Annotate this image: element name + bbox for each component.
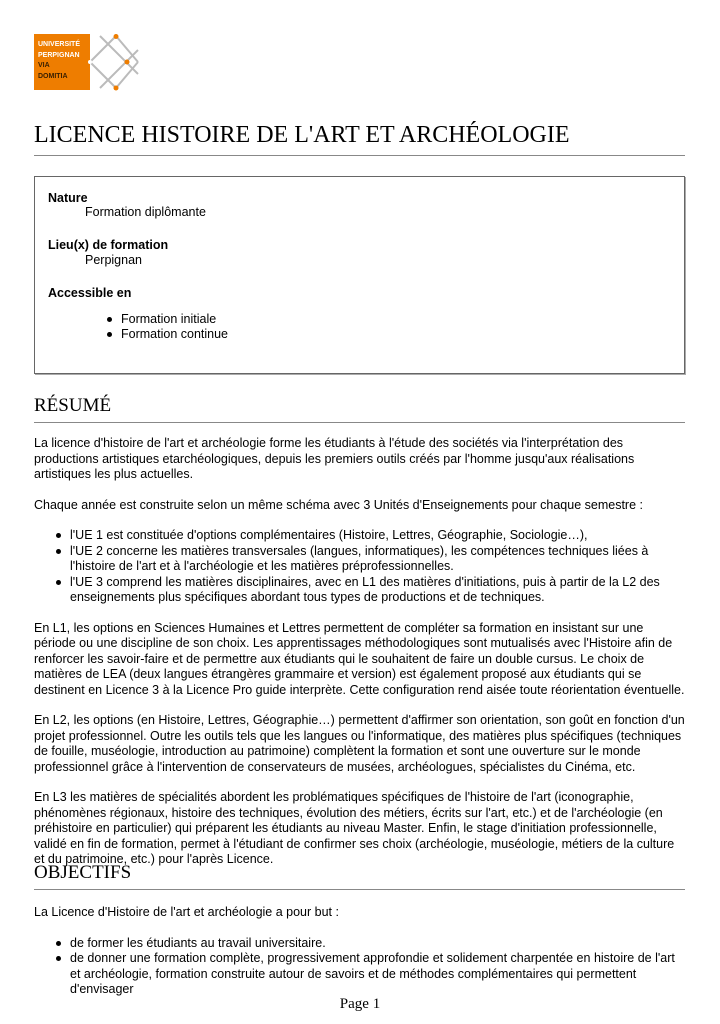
logo-line: UNIVERSITÉ [38,41,81,48]
logo-lattice-icon [86,34,140,91]
paragraph: En L2, les options (en Histoire, Lettres, Géographie…) permettent d'affirmer son orientation, son goût en fonction d'un projet professionnel. Outre les outils tels que les langues ou l'informatique, des matières plus spécifiques (techniques de fouille, muséologie, introduction au patrimoine) complètent la formation et sont une ouverture sur le monde professionnel grâce à l'intervention de conservateurs de musées, archéologues, spécialistes du Cinéma, etc. [34,713,685,774]
section-heading-objectifs: OBJECTIFS [34,862,685,890]
paragraph: En L3 les matières de spécialités abordent les problématiques spécifiques de l'histoire de l'art (iconographie, phénomènes régionaux, histoire des techniques, évolution des métiers, écrits sur l'art, etc.) et de l'archéologie (en préhistoire en particulier) qui préparent les étudiants au niveau Master. Enfin, le stage d'initiation professionnelle, validé en fin de formation, permet à l'étudiant de confirmer ses choix (archéologie, muséologie, métiers de la culture et du patrimoine, etc.) pour l'après Licence. [34,790,675,866]
paragraph: En L1, les options en Sciences Humaines et Lettres permettent de compléter sa formation en insistant sur une période ou une discipline de son choix. Les apprentissages méthodologiques sont mutualisés avec l'Histoire afin de renforcer les savoir-faire et de permettre aux étudiants qui le souhaitent de faire un double cursus. Le choix de matières de LEA (deux langues étrangères grammaire et version) est également proposé aux étudiants qui se destinent en Licence 3 à la Licence Pro guide interprète. Cette configuration rend aisée toute réorientation éventuelle. [34,620,685,697]
lieu-value: Perpignan [85,253,142,267]
lieu-label: Lieu(x) de formation [48,238,169,252]
accessible-label: Accessible en [48,286,132,300]
logo-line: DOMITIA [38,72,68,80]
list-item: l'UE 1 est constituée d'options complémentaires (Histoire, Lettres, Géographie, Sociologie…), [70,528,686,544]
nature-label: Nature [48,191,88,205]
list-item: Formation initiale [121,312,228,327]
ue-list [34,528,686,606]
section-heading-resume: RÉSUMÉ [34,395,685,423]
list-item: de former les étudiants au travail universitaire. [70,936,686,952]
paragraph: Chaque année est construite selon un même schéma avec 3 Unités d'Enseignements pour chaque semestre : [34,497,643,512]
page-title: LICENCE HISTOIRE DE L'ART ET ARCHÉOLOGIE [34,122,685,156]
accessible-list [85,312,228,342]
logo-line: VIA [38,62,50,69]
logo-line: PERPIGNAN [38,51,80,59]
list-item: Formation continue [121,327,229,341]
objectifs-list [34,936,686,998]
paragraph: La licence d'histoire de l'art et archéologie forme les étudiants à l'étude des sociétés via l'interprétation des productions artistiques etarchéologiques, depuis les premiers outils créés par l'homme jusqu'aux réalisations artistiques les plus actuelles. [34,436,635,481]
info-box [34,176,685,374]
list-item: l'UE 2 concerne les matières transversales (langues, informatiques), les compétences techniques liées à l'histoire de l'art et à l'archéologie et les matières préprofessionnelles. [70,544,686,575]
paragraph: La Licence d'Histoire de l'art et archéologie a pour but : [34,905,339,919]
resume-content [34,436,686,883]
list-item: de donner une formation complète, progressivement approfondie et solidement charpentée en histoire de l'art et archéologie, formation construite autour de savoirs et de méthodes complémentaires qui permettent d'envisager [70,951,686,998]
university-logo [34,34,140,91]
nature-value: Formation diplômante [85,205,206,219]
page-number: Page 1 [339,996,381,1012]
list-item: l'UE 3 comprend les matières disciplinaires, avec en L1 des matières d'initiations, puis à partir de la L2 des enseignements plus spécifiques abordant tous types de productions et de techniques. [70,575,686,606]
